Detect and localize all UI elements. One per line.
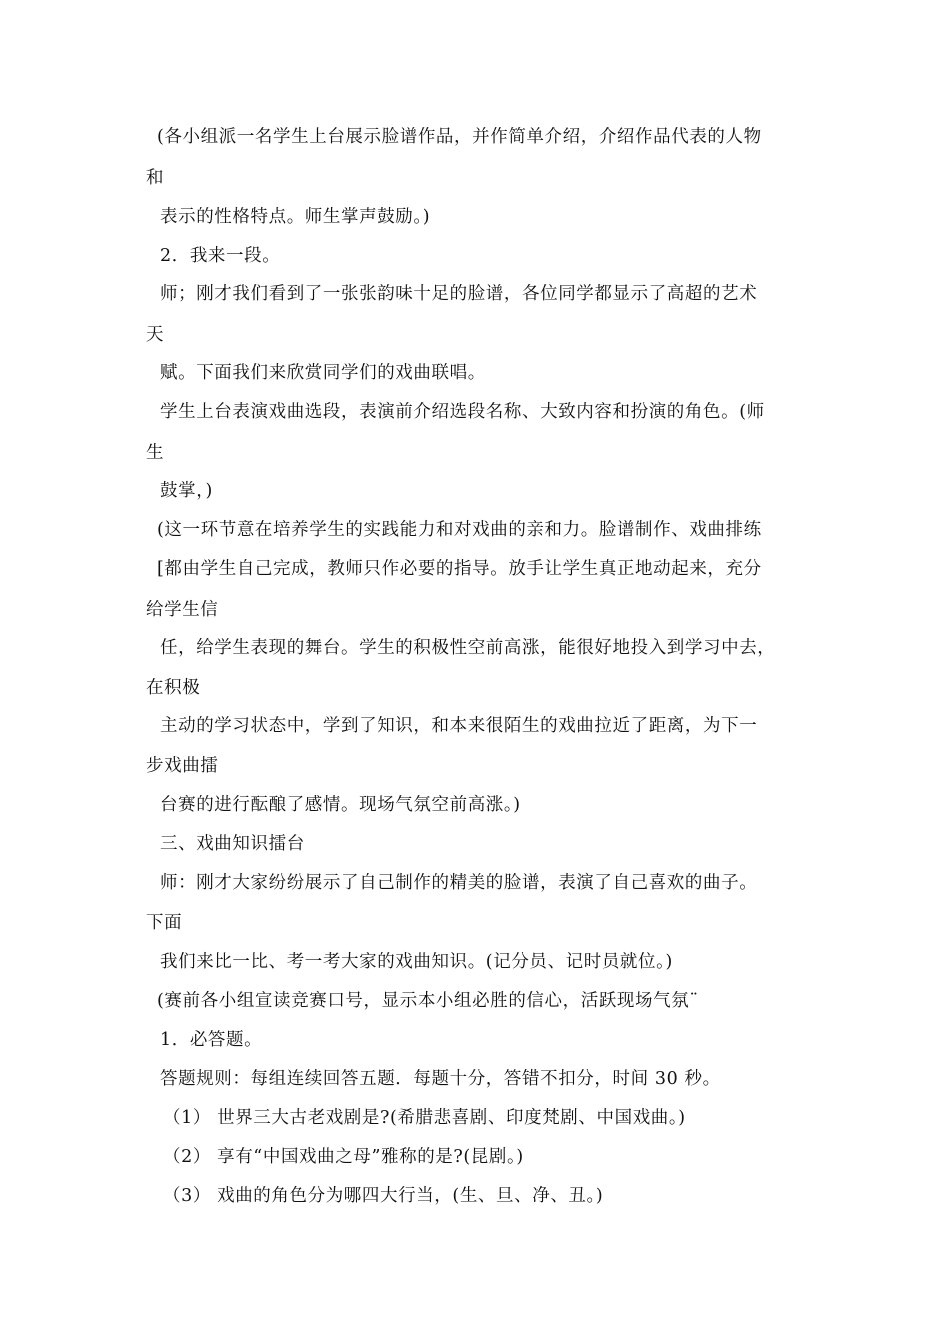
text-line-17: 步戏曲擂 [146,756,219,776]
question-3: （3） 戏曲的角色分为哪四大行当，(生、旦、净、丑。) [163,1186,604,1206]
text-line-3: 表示的性格特点。师生掌声鼓励。) [160,207,431,227]
text-line-7: 赋。下面我们来欣赏同学们的戏曲联唱。 [160,363,486,383]
text-line-5: 师；刚才我们看到了一张张韵味十足的脸谱，各位同学都显示了高超的艺术 [160,284,758,304]
text-line-15: 在积极 [146,678,201,698]
text-line-9: 生 [146,443,165,463]
text-line-11: (这一环节意在培养学生的实践能力和对戏曲的亲和力。脸谱制作、戏曲排练 [157,520,762,540]
text-line-22: 我们来比一比、考一考大家的戏曲知识。(记分员、记时员就位。) [160,952,673,972]
section-heading: 三、戏曲知识擂台 [160,834,305,854]
text-line-24: 1．必答题。 [160,1030,263,1050]
text-line-16: 主动的学习状态中，学到了知识，和本来很陌生的戏曲拉近了距离，为下一 [160,716,758,736]
text-line-6: 天 [146,325,165,345]
question-2: （2） 享有“中国戏曲之母”雅称的是?(昆剧。) [163,1147,524,1167]
text-line-2: 和 [146,168,165,188]
text-line-25: 答题规则：每组连续回答五题．每题十分，答错不扣分，时间 30 秒。 [160,1069,721,1089]
text-line-12: [都由学生自己完成，教师只作必要的指导。放手让学生真正地动起来，充分 [157,559,762,579]
text-line-10: 鼓掌，) [160,481,213,501]
text-line-20: 师：刚才大家纷纷展示了自己制作的精美的脸谱，表演了自己喜欢的曲子。 [160,873,758,893]
text-line-13: 给学生信 [146,600,219,620]
text-line-18: 台赛的进行酝酿了感情。现场气氛空前高涨。) [160,795,521,815]
text-line-21: 下面 [146,913,183,933]
text-line-23: (赛前各小组宣读竞赛口号，显示本小组必胜的信心，活跃现场气氛¨ [157,991,699,1011]
text-line-1: (各小组派一名学生上台展示脸谱作品，并作简单介绍，介绍作品代表的人物 [157,127,762,147]
text-line-4: 2．我来一段。 [160,246,281,266]
question-1: （1） 世界三大古老戏剧是?(希腊悲喜剧、印度梵剧、中国戏曲。) [163,1108,686,1128]
text-line-14: 任，给学生表现的舞台。学生的积极性空前高涨，能很好地投入到学习中去， [160,638,776,658]
text-line-8: 学生上台表演戏曲选段，表演前介绍选段名称、大致内容和扮演的角色。(师 [160,402,765,422]
